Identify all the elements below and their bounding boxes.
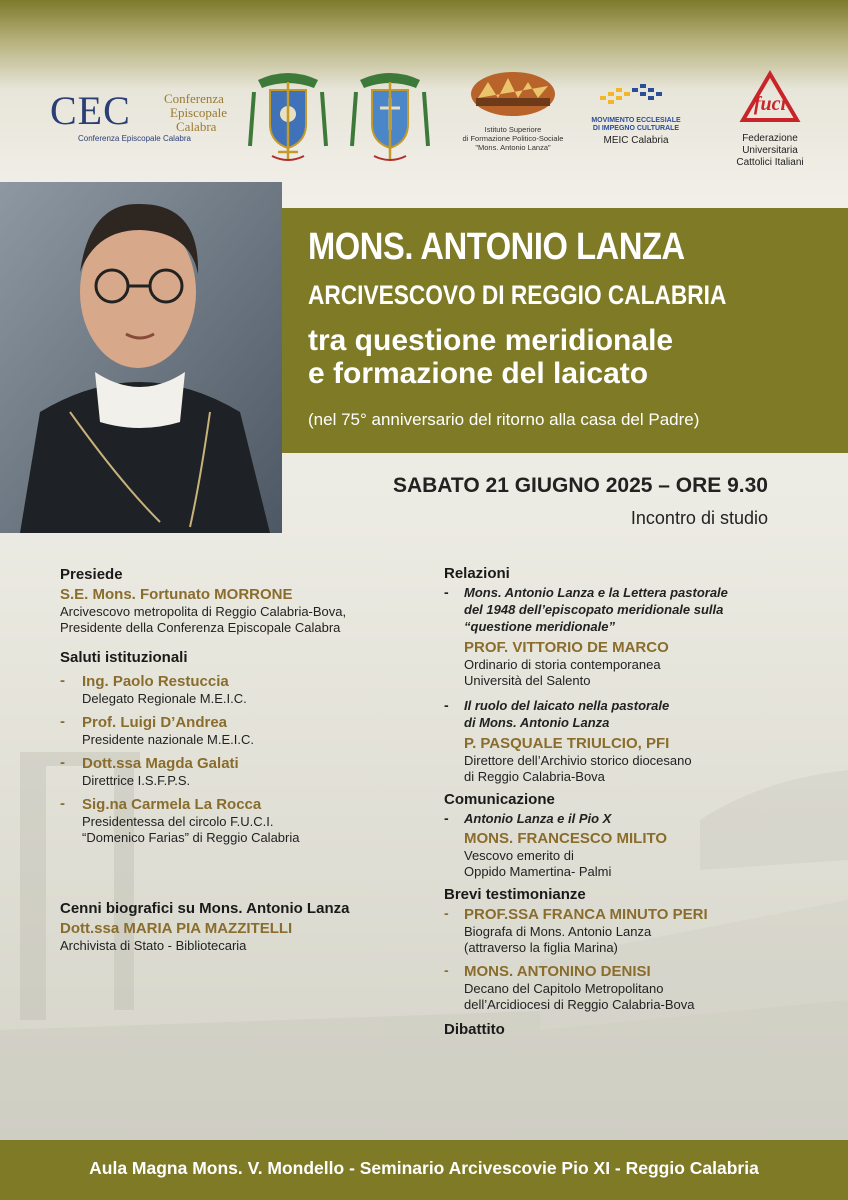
speaker-name: MONS. FRANCESCO MILITO — [464, 830, 668, 847]
cec-logo-mark: CEC — [50, 88, 131, 133]
section-title: Saluti istituzionali — [60, 649, 188, 666]
list-item — [60, 754, 420, 789]
talk-title: Antonio Lanza e il Pio X — [464, 811, 612, 826]
list-item — [444, 905, 794, 956]
isfps-line: "Mons. Antonio Lanza" — [475, 143, 551, 152]
cec-logo-subtitle: Conferenza Episcopale Calabra — [78, 134, 191, 143]
list-dash: - — [444, 962, 449, 978]
event-theme-line: e formazione del laicato — [308, 357, 649, 390]
talk-title: “questione meridionale” — [464, 619, 615, 634]
isfps-logo — [448, 68, 578, 168]
speaker-role: Direttrice I.S.F.P.S. — [82, 773, 191, 788]
list-item — [60, 672, 420, 707]
meic-line: DI IMPEGNO CULTURALE — [592, 125, 680, 132]
archbishop-crest-icon — [248, 68, 328, 168]
program-left-column — [60, 566, 420, 954]
isfps-text — [448, 125, 578, 152]
meic-line: MOVIMENTO ECCLESIALE — [591, 117, 681, 124]
speaker-name: Prof. Luigi D’Andrea — [82, 714, 228, 731]
list-dash: - — [60, 713, 65, 730]
list-dash: - — [60, 795, 65, 812]
cec-side-line: Episcopale — [170, 105, 228, 120]
list-dash: - — [444, 697, 449, 713]
speaker-name: Dott.ssa MARIA PIA MAZZITELLI — [60, 920, 293, 937]
fuci-line: Federazione Universitaria — [742, 133, 798, 156]
isfps-line: Istituto Superiore — [484, 125, 542, 134]
speaker-role: Archivista di Stato - Bibliotecaria — [60, 938, 247, 953]
meic-logo — [586, 82, 686, 162]
talk-title: Il ruolo del laicato nella pastorale — [464, 698, 670, 713]
speaker-name: Dott.ssa Magda Galati — [82, 755, 239, 772]
speaker-role: Presidentessa del circolo F.U.C.I. — [82, 814, 274, 829]
list-item — [60, 713, 420, 748]
talk-title: di Mons. Antonio Lanza — [464, 715, 610, 730]
speaker-name: Ing. Paolo Restuccia — [82, 673, 229, 690]
speaker-role: Università del Salento — [464, 673, 591, 688]
talk-title: del 1948 dell’episcopato meridionale sulla — [464, 602, 724, 617]
city-emblem-icon — [468, 68, 558, 118]
cec-logo — [50, 88, 230, 148]
list-dash: - — [444, 810, 449, 826]
fuci-line: Cattolici Italiani — [736, 157, 804, 168]
speaker-name: S.E. Mons. Fortunato MORRONE — [60, 586, 293, 603]
speaker-role: “Domenico Farias” di Reggio Calabria — [82, 830, 300, 845]
cec-side-line: Conferenza — [164, 91, 224, 106]
talk-title: Mons. Antonio Lanza e la Lettera pastorale — [464, 585, 728, 600]
section-title: Cenni biografici su Mons. Antonio Lanza — [60, 900, 350, 917]
speaker-role: Arcivescovo metropolita di Reggio Calabria-Bova, — [60, 604, 347, 619]
list-item — [60, 795, 420, 846]
list-dash: - — [444, 584, 449, 600]
list-dash: - — [444, 905, 449, 921]
list-dash: - — [60, 672, 65, 689]
speaker-name: Sig.na Carmela La Rocca — [82, 796, 262, 813]
speaker-role: Delegato Regionale M.E.I.C. — [82, 691, 247, 706]
speaker-role: Ordinario di storia contemporanea — [464, 657, 661, 672]
list-dash: - — [60, 754, 65, 771]
section-title: Comunicazione — [444, 791, 555, 808]
list-item — [444, 584, 794, 689]
speaker-role: dell’Arcidiocesi di Reggio Calabria-Bova — [464, 997, 695, 1012]
speaker-role: Presidente nazionale M.E.I.C. — [82, 732, 254, 747]
venue-footer: Aula Magna Mons. V. Mondello - Seminario Arcivescovie Pio XI - Reggio Calabria — [0, 1140, 848, 1200]
meic-dots-icon — [596, 82, 676, 112]
speaker-role: di Reggio Calabria-Bova — [464, 769, 605, 784]
speaker-role: Oppido Mamertina- Palmi — [464, 864, 612, 879]
fuci-emblem-icon — [735, 70, 805, 126]
speaker-role: (attraverso la figlia Marina) — [464, 940, 618, 955]
speaker-role: Presidente della Conferenza Episcopale Calabra — [60, 620, 341, 635]
speaker-role: Vescovo emerito di — [464, 848, 574, 863]
list-item — [444, 962, 794, 1013]
cec-logo-side-text — [164, 92, 227, 134]
section-title: Brevi testimonianze — [444, 886, 586, 903]
event-type: Incontro di studio — [630, 508, 768, 528]
speaker-name: P. PASQUALE TRIULCIO, PFI — [464, 735, 670, 752]
program-right-column — [444, 565, 794, 1040]
section-title: Presiede — [60, 566, 123, 583]
sponsor-logos — [0, 60, 848, 170]
speaker-role: Direttore dell’Archivio storico diocesano — [464, 753, 692, 768]
event-title: MONS. ANTONIO LANZA — [308, 226, 685, 268]
isfps-line: di Formazione Politico-Sociale — [462, 134, 564, 143]
fuci-mark: fuci — [753, 93, 787, 115]
event-subtitle-role: ARCIVESCOVO DI REGGIO CALABRIA — [308, 280, 727, 310]
bishop-crest-icon — [350, 68, 430, 168]
event-theme — [308, 324, 673, 390]
meic-text — [586, 117, 686, 133]
dibattito-label: Dibattito — [444, 1021, 505, 1038]
portrait-photo — [0, 182, 282, 533]
speaker-role: Decano del Capitolo Metropolitano — [464, 981, 664, 996]
fuci-text — [715, 133, 825, 169]
cec-side-line: Calabra — [176, 119, 217, 134]
event-theme-line: tra questione meridionale — [308, 324, 674, 357]
meic-caption: MEIC Calabria — [603, 135, 669, 146]
title-band — [282, 208, 848, 453]
section-title: Relazioni — [444, 565, 510, 582]
speaker-name: MONS. ANTONINO DENISI — [464, 963, 651, 980]
fuci-logo — [715, 70, 825, 170]
anniversary-note: (nel 75° anniversario del ritorno alla casa del Padre) — [308, 410, 700, 429]
speaker-name: PROF. VITTORIO DE MARCO — [464, 639, 669, 656]
event-date: SABATO 21 GIUGNO 2025 – ORE 9.30 — [392, 474, 768, 497]
speaker-name: PROF.SSA FRANCA MINUTO PERI — [464, 906, 708, 923]
speaker-role: Biografa di Mons. Antonio Lanza — [464, 924, 652, 939]
list-item — [444, 810, 794, 880]
list-item — [444, 697, 794, 785]
